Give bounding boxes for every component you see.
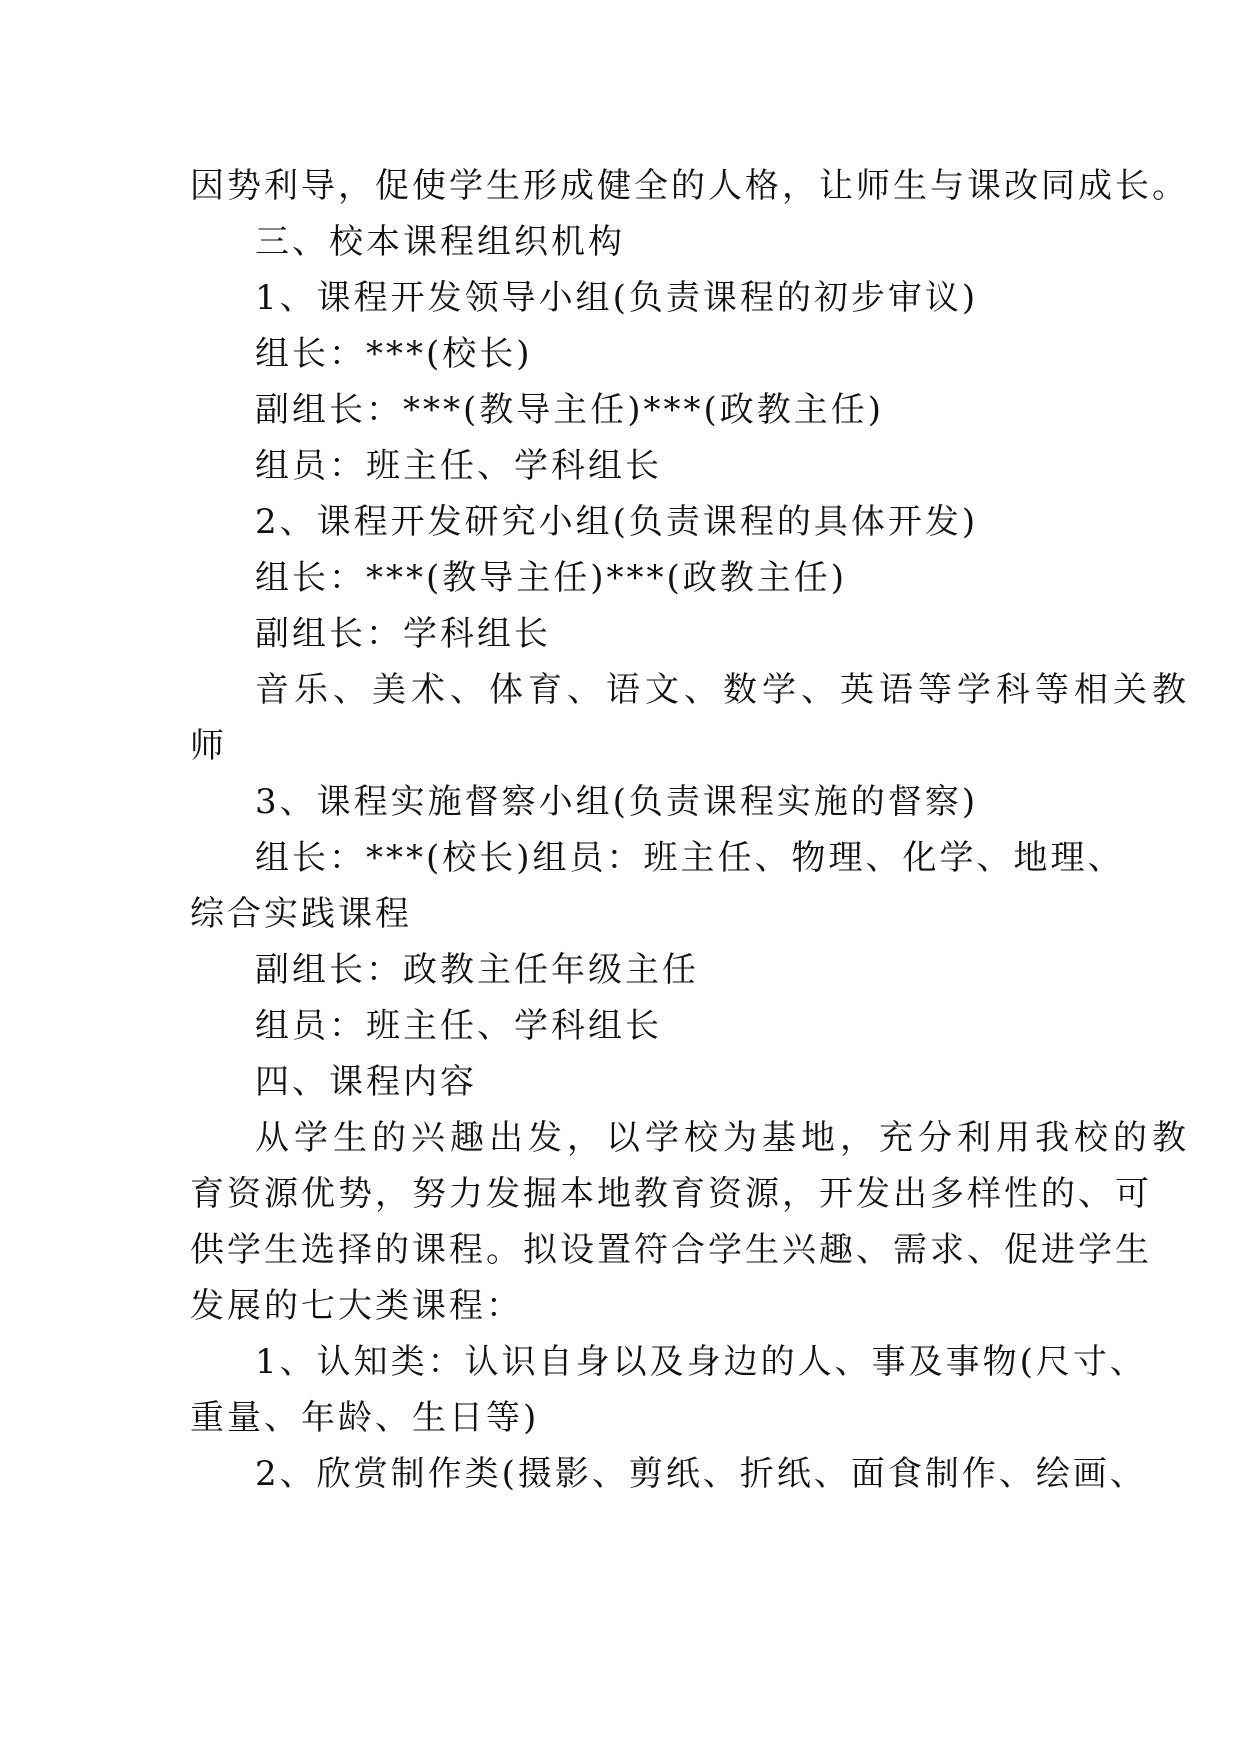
subsection-heading: 2、课程开发研究小组(负责课程的具体开发) (255, 502, 979, 542)
text-line: 组长：***(教导主任)***(政教主任) (255, 558, 848, 598)
text-line: 副组长：政教主任年级主任 (255, 950, 699, 990)
text-line: 音乐、美术、体育、语文、数学、英语等学科等相关教 (255, 670, 1191, 710)
text-line: 综合实践课程 (190, 894, 412, 934)
text-line: 发展的七大类课程： (190, 1286, 523, 1326)
text-line: 1、认知类：认识自身以及身边的人、事及事物(尺寸、 (255, 1342, 1147, 1382)
text-line: 师 (190, 726, 227, 766)
text-line: 副组长：学科组长 (255, 614, 551, 654)
text-line: 组长：***(校长) (255, 334, 533, 374)
text-line: 组员：班主任、学科组长 (255, 446, 662, 486)
text-line: 2、欣赏制作类(摄影、剪纸、折纸、面食制作、绘画、 (255, 1454, 1147, 1494)
subsection-heading: 3、课程实施督察小组(负责课程实施的督察) (255, 782, 979, 822)
text-line: 组员：班主任、学科组长 (255, 1006, 662, 1046)
section-heading: 四、课程内容 (255, 1062, 477, 1102)
text-line: 重量、年龄、生日等) (190, 1398, 540, 1438)
text-line: 育资源优势，努力发掘本地教育资源，开发出多样性的、可 (190, 1174, 1152, 1214)
text-line: 从学生的兴趣出发，以学校为基地，充分利用我校的教 (255, 1118, 1191, 1158)
text-line: 供学生选择的课程。拟设置符合学生兴趣、需求、促进学生 (190, 1230, 1152, 1270)
text-line: 因势利导，促使学生形成健全的人格，让师生与课改同成长。 (190, 166, 1189, 206)
text-line: 组长：***(校长)组员：班主任、物理、化学、地理、 (255, 838, 1125, 878)
subsection-heading: 1、课程开发领导小组(负责课程的初步审议) (255, 278, 979, 318)
section-heading: 三、校本课程组织机构 (255, 222, 625, 262)
text-line: 副组长：***(教导主任)***(政教主任) (255, 390, 885, 430)
